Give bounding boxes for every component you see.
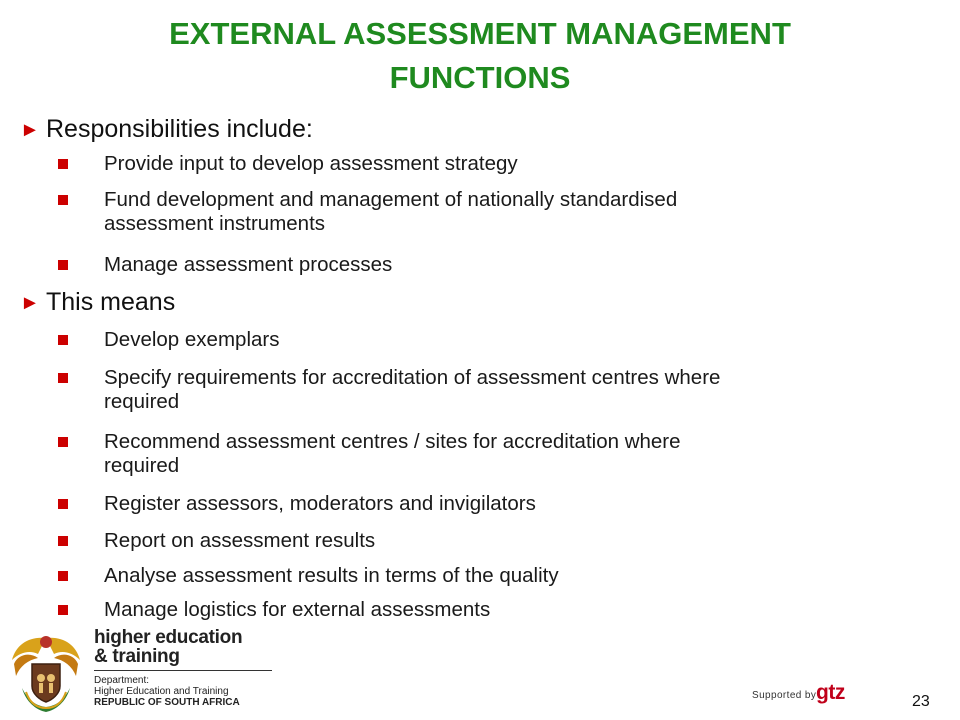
- list-item: [58, 366, 918, 414]
- list-item: [58, 430, 918, 478]
- list-item: [58, 529, 918, 553]
- square-bullet-icon: [58, 260, 68, 270]
- list-item-text: Provide input to develop assessment strategy: [104, 152, 518, 175]
- list-item: [58, 598, 918, 622]
- list-item: [58, 328, 918, 352]
- section-heading-this-means: [20, 287, 175, 318]
- page-number: 23: [912, 693, 930, 710]
- list-item-text-line1: Recommend assessment centres / sites for accreditation where: [104, 430, 681, 453]
- section-heading-responsibilities: [20, 114, 313, 145]
- slide-title-line2: FUNCTIONS: [389, 60, 571, 95]
- square-bullet-icon: [58, 437, 68, 447]
- list-item-text: Manage assessment processes: [104, 253, 393, 276]
- list-item-text-line2: required: [104, 390, 180, 413]
- slide-title: [0, 12, 960, 100]
- section-heading-text: Responsibilities include:: [46, 115, 313, 143]
- list-item: [58, 253, 918, 277]
- country-name: REPUBLIC OF SOUTH AFRICA: [94, 697, 240, 708]
- list-item: [58, 152, 918, 176]
- slide-title-line1: EXTERNAL ASSESSMENT MANAGEMENT: [169, 16, 791, 51]
- sponsor-logo: gtz: [816, 681, 845, 704]
- logo-line1: higher education: [94, 627, 243, 648]
- list-item: [58, 188, 918, 236]
- square-bullet-icon: [58, 536, 68, 546]
- right-pointer-icon: ►: [20, 292, 40, 314]
- logo-line2: & training: [94, 646, 180, 667]
- list-item-text: Manage logistics for external assessments: [104, 598, 491, 621]
- supported-by-label: Supported by: [752, 690, 817, 701]
- square-bullet-icon: [58, 335, 68, 345]
- list-item-text-line1: Specify requirements for accreditation of assessment centres where: [104, 366, 721, 389]
- square-bullet-icon: [58, 499, 68, 509]
- section-heading-text: This means: [46, 288, 176, 316]
- list-item-text-line1: Fund development and management of nationally standardised: [104, 188, 678, 211]
- square-bullet-icon: [58, 605, 68, 615]
- square-bullet-icon: [58, 159, 68, 169]
- square-bullet-icon: [58, 373, 68, 383]
- list-item-text: Develop exemplars: [104, 328, 280, 351]
- department-logo-text: [94, 628, 278, 708]
- logo-divider: [94, 670, 272, 671]
- coat-of-arms-icon: [8, 630, 84, 714]
- list-item-text-line2: required: [104, 454, 180, 477]
- department-label: Department:: [94, 675, 150, 686]
- department-name: Higher Education and Training: [94, 686, 229, 697]
- list-item: [58, 492, 918, 516]
- square-bullet-icon: [58, 195, 68, 205]
- department-logo: [8, 628, 278, 714]
- square-bullet-icon: [58, 571, 68, 581]
- list-item: [58, 564, 918, 588]
- list-item-text-line2: assessment instruments: [104, 212, 326, 235]
- list-item-text: Register assessors, moderators and invigilators: [104, 492, 536, 515]
- list-item-text: Report on assessment results: [104, 529, 376, 552]
- list-item-text: Analyse assessment results in terms of the quality: [104, 564, 559, 587]
- right-pointer-icon: ►: [20, 119, 40, 141]
